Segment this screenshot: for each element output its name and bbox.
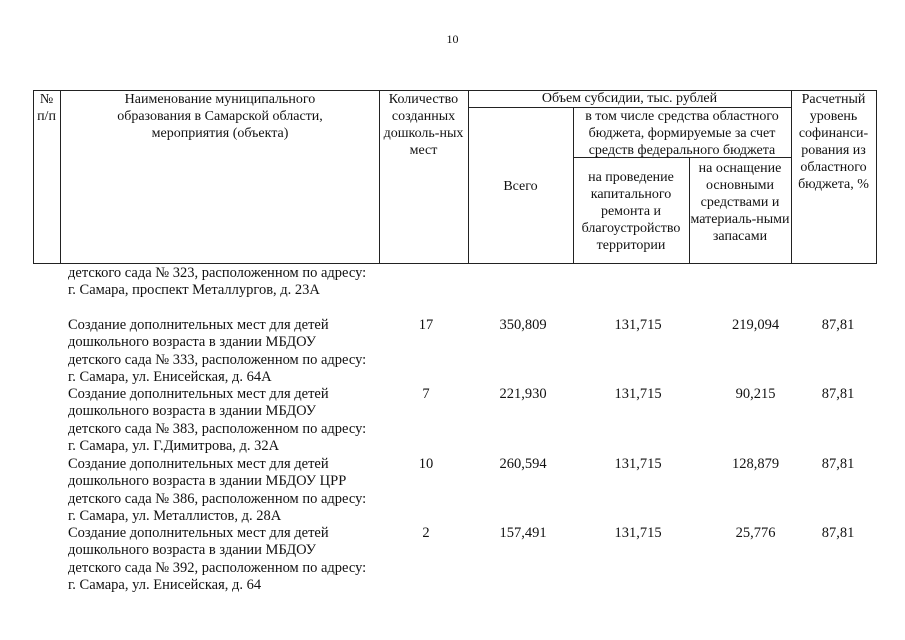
table-row [68,456,868,526]
header-equipment: на оснащение основными средствами и материаль-ными запасами [690,161,790,244]
row-equipment: 128,879 [731,456,780,472]
header-federal: в том числе средства областного бюджета, формируемые за счет средств федерального бюджета [585,109,779,158]
border-places [468,90,469,264]
header-total: Всего [503,179,538,194]
table-row [68,386,868,456]
table-header [33,90,877,264]
header-level: Расчетный уровень софинанси-рования из областного бюджета, % [798,92,869,192]
row-equipment: 25,776 [735,525,776,541]
header-capital: на проведение капитального ремонта и благоустройство территории [581,170,681,253]
row-capital: 131,715 [614,456,662,472]
continuation-text: детского сада № 323, расположенном по адресу: г. Самара, проспект Металлургов, д. 23А [68,265,367,298]
row-total: 350,809 [499,317,547,333]
row-level: 87,81 [821,317,855,333]
row-total: 221,930 [499,386,547,402]
row-capital: 131,715 [614,317,662,333]
row-places: 10 [418,456,434,472]
header-name: Наименование муниципального образования в Самарской области, мероприятия (объекта) [117,92,323,141]
header-places: Количество созданных дошколь-ных мест [383,92,464,158]
header-no: № п/п [37,92,56,124]
page-number: 10 [446,32,459,46]
header-subsidy: Объем субсидии, тыс. рублей [541,91,718,106]
row-total: 260,594 [499,456,547,472]
row-equipment: 90,215 [735,386,776,402]
row-level: 87,81 [821,386,855,402]
row-total: 157,491 [499,525,547,541]
border-no [60,90,61,264]
table-row [68,525,868,595]
row-places: 2 [422,525,430,541]
row-capital: 131,715 [614,386,662,402]
row-name: Создание дополнительных мест для детей дошкольного возраста в здании МБДОУ детского сада № 392, расположенном по адресу: г. Самара, ул. Енисейская, д. 64 [68,525,367,593]
table-row [68,317,868,387]
row-capital: 131,715 [614,525,662,541]
border-right [876,90,877,264]
row-name: Создание дополнительных мест для детей дошкольного возраста в здании МБДОУ детского сада № 383, расположенном по адресу: г. Самара, ул. Г.Димитрова, д. 32А [68,386,367,454]
row-level: 87,81 [821,525,855,541]
row-level: 87,81 [821,456,855,472]
row-name: Создание дополнительных мест для детей дошкольного возраста в здании МБДОУ детского сада № 333, расположенном по адресу: г. Самара, ул. Енисейская, д. 64А [68,317,367,385]
header-bottom-border [33,263,877,264]
row-places: 17 [418,317,434,333]
row-places: 7 [422,386,430,402]
row-name: Создание дополнительных мест для детей дошкольного возраста в здании МБДОУ ЦРР детского сада № 386, расположенном по адресу: г. Самара, ул. Металлистов, д. 28А [68,456,367,524]
row-equipment: 219,094 [731,317,780,333]
